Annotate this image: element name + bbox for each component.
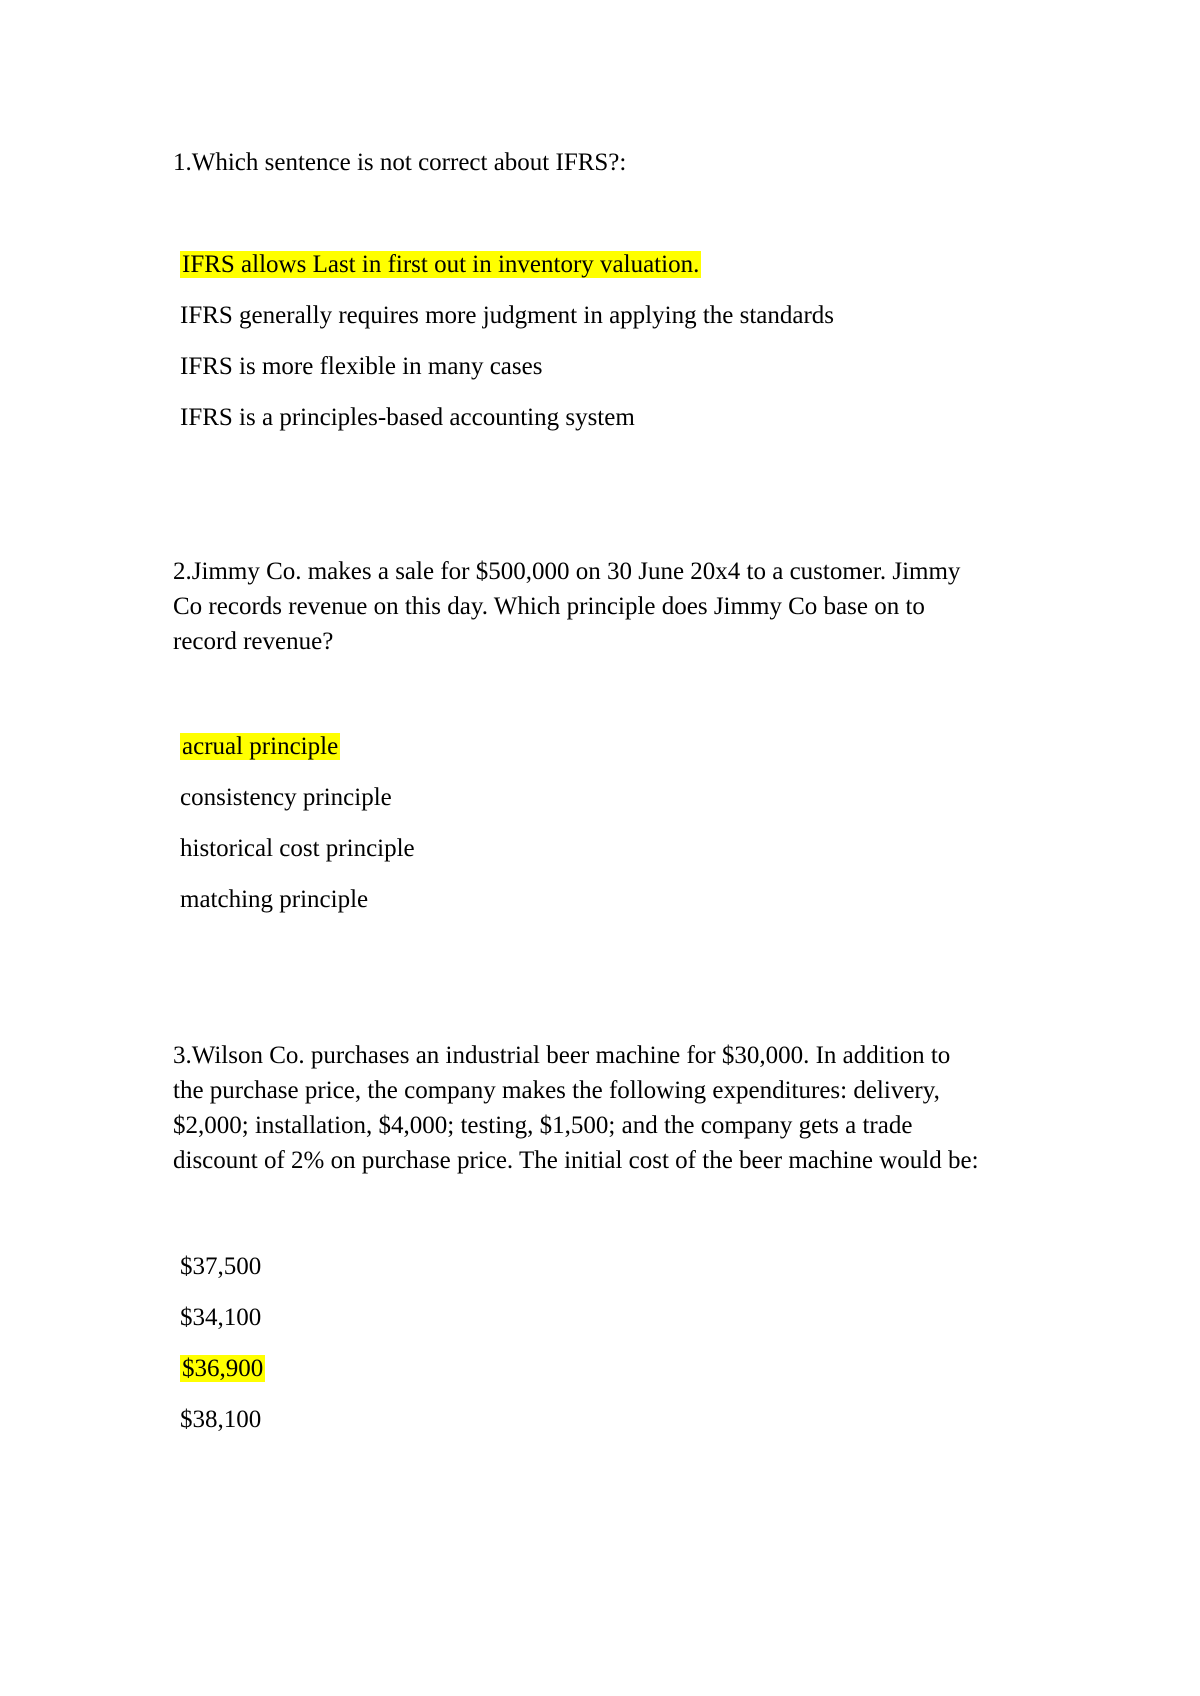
question-3-text-line: the purchase price, the company makes the following expenditures: delivery, xyxy=(173,1077,940,1104)
question-1-text: 1.Which sentence is not correct about IFRS?: xyxy=(173,149,627,176)
answer-option: IFRS generally requires more judgment in applying the standards xyxy=(180,302,835,329)
answer-option: historical cost principle xyxy=(180,835,415,862)
answer-option: IFRS is more flexible in many cases xyxy=(180,353,543,380)
question-2-text-line: Co records revenue on this day. Which principle does Jimmy Co base on to xyxy=(173,593,925,620)
answer-option: $37,500 xyxy=(180,1253,262,1280)
highlighted-answer: acrual principle xyxy=(182,733,339,760)
question-2-text-line: record revenue? xyxy=(173,628,334,655)
answer-option: consistency principle xyxy=(180,784,392,811)
answer-option: IFRS is a principles-based accounting system xyxy=(180,404,635,431)
question-3-text-line: 3.Wilson Co. purchases an industrial beer machine for $30,000. In addition to xyxy=(173,1042,951,1069)
question-3-text-line: $2,000; installation, $4,000; testing, $1,500; and the company gets a trade xyxy=(173,1112,913,1139)
highlighted-answer: $36,900 xyxy=(182,1355,264,1382)
answer-option xyxy=(180,1352,265,1386)
answer-option: matching principle xyxy=(180,886,369,913)
answer-option xyxy=(180,248,701,282)
answer-option: $34,100 xyxy=(180,1304,262,1331)
question-3-text-line: discount of 2% on purchase price. The initial cost of the beer machine would be: xyxy=(173,1147,979,1174)
highlighted-answer: IFRS allows Last in first out in inventory valuation. xyxy=(182,251,700,278)
question-2-text-line: 2.Jimmy Co. makes a sale for $500,000 on 30 June 20x4 to a customer. Jimmy xyxy=(173,558,961,585)
answer-option: $38,100 xyxy=(180,1406,262,1433)
answer-option xyxy=(180,730,340,764)
